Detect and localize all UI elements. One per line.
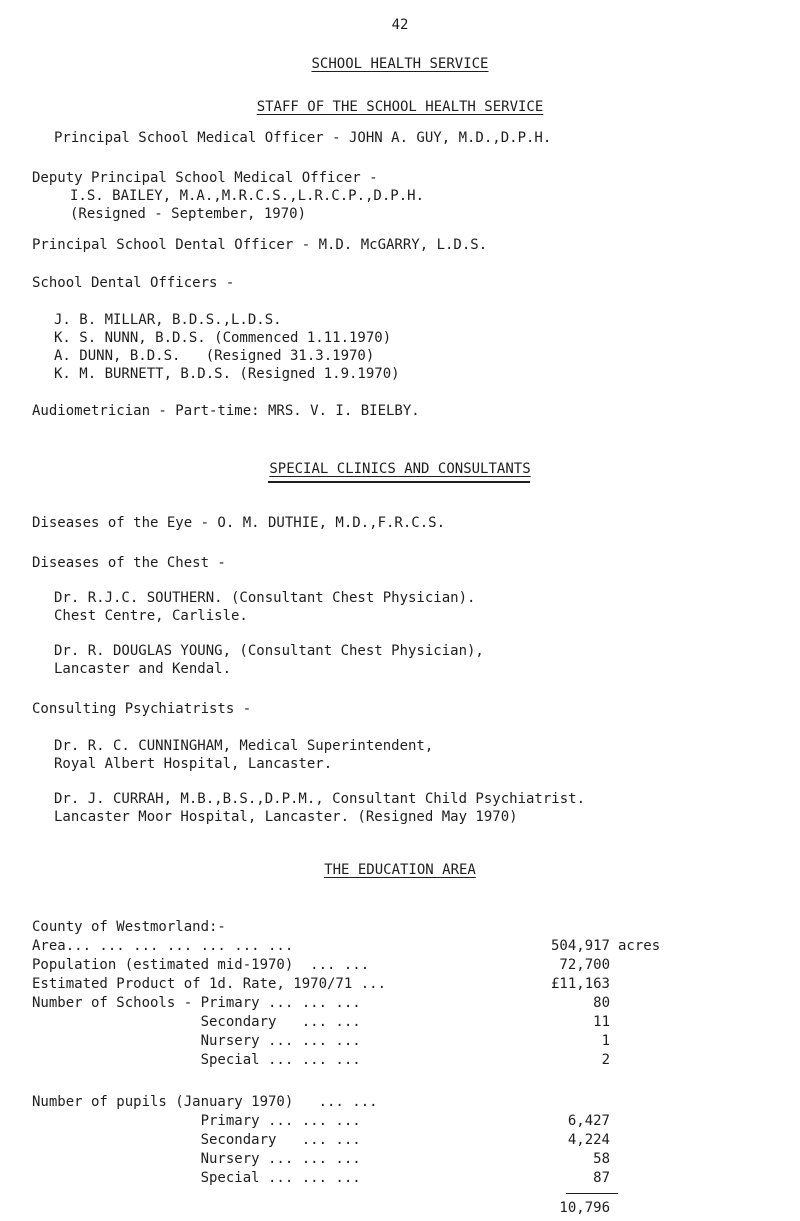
clinics-heading: SPECIAL CLINICS AND CONSULTANTS [269, 461, 531, 477]
pupils-total: 10,796 [559, 1200, 610, 1216]
clinics-heading-rule [268, 481, 530, 483]
pupils-secondary-label: Secondary ... ... [32, 1132, 361, 1148]
psychiatrist-1: Dr. R. C. CUNNINGHAM, Medical Superintendent, [54, 738, 434, 754]
schools-special-value: 2 [601, 1052, 610, 1068]
deputy-name: I.S. BAILEY, M.A.,M.R.C.S.,L.R.C.P.,D.P.H. [70, 188, 425, 204]
schools-nursery-value: 1 [601, 1033, 610, 1049]
area-row-label: Area... ... ... ... ... ... ... [32, 938, 294, 954]
dental-officer-4: K. M. BURNETT, B.D.S. (Resigned 1.9.1970) [54, 366, 400, 382]
deputy-note: (Resigned - September, 1970) [70, 206, 307, 222]
staff-heading: STAFF OF THE SCHOOL HEALTH SERVICE [256, 99, 544, 115]
pupils-nursery-label: Nursery ... ... ... [32, 1151, 361, 1167]
pupils-secondary-value: 4,224 [567, 1132, 610, 1148]
chest-label: Diseases of the Chest - [32, 555, 226, 571]
principal-medical-officer: Principal School Medical Officer - JOHN A. GUY, M.D.,D.P.H. [54, 130, 552, 146]
pupils-primary-value: 6,427 [567, 1113, 610, 1129]
page-title: SCHOOL HEALTH SERVICE [311, 56, 489, 72]
audiometrician: Audiometrician - Part-time: MRS. V. I. BIELBY. [32, 403, 420, 419]
eye-consultant: Diseases of the Eye - O. M. DUTHIE, M.D.,F.R.C.S. [32, 515, 446, 531]
dental-officers-label: School Dental Officers - [32, 275, 235, 291]
population-row-label: Population (estimated mid-1970) ... ... [32, 957, 370, 973]
rate-row-label: Estimated Product of 1d. Rate, 1970/71 ... [32, 976, 387, 992]
chest-consultant-2: Dr. R. DOUGLAS YOUNG, (Consultant Chest Physician), [54, 643, 484, 659]
psychiatrist-2: Dr. J. CURRAH, M.B.,B.S.,D.P.M., Consultant Child Psychiatrist. [54, 791, 586, 807]
area-row-unit: acres [618, 938, 661, 954]
pupils-primary-label: Primary ... ... ... [32, 1113, 361, 1129]
psychiatrist-1-location: Royal Albert Hospital, Lancaster. [54, 756, 333, 772]
pupils-special-label: Special ... ... ... [32, 1170, 361, 1186]
schools-nursery-label: Nursery ... ... ... [32, 1033, 361, 1049]
deputy-label: Deputy Principal School Medical Officer - [32, 170, 378, 186]
chest-consultant-1-location: Chest Centre, Carlisle. [54, 608, 248, 624]
total-rule [566, 1193, 618, 1194]
chest-consultant-1: Dr. R.J.C. SOUTHERN. (Consultant Chest Physician). [54, 590, 476, 606]
schools-secondary-value: 11 [593, 1014, 610, 1030]
page-number: 42 [391, 17, 409, 33]
dental-officer-3: A. DUNN, B.D.S. (Resigned 31.3.1970) [54, 348, 375, 364]
chest-consultant-2-location: Lancaster and Kendal. [54, 661, 232, 677]
rate-row-value: £11,163 [550, 976, 610, 992]
education-area-heading: THE EDUCATION AREA [324, 862, 476, 878]
schools-primary-value: 80 [593, 995, 610, 1011]
schools-secondary-label: Secondary ... ... [32, 1014, 361, 1030]
principal-dental-officer: Principal School Dental Officer - M.D. McGARRY, L.D.S. [32, 237, 488, 253]
psychiatrist-2-location: Lancaster Moor Hospital, Lancaster. (Resigned May 1970) [54, 809, 518, 825]
population-row-value: 72,700 [559, 957, 610, 973]
pupils-label: Number of pupils (January 1970) ... ... [32, 1094, 378, 1110]
area-row-value: 504,917 [550, 938, 610, 954]
psychiatrists-label: Consulting Psychiatrists - [32, 701, 252, 717]
schools-special-label: Special ... ... ... [32, 1052, 361, 1068]
pupils-nursery-value: 58 [593, 1151, 610, 1167]
dental-officer-1: J. B. MILLAR, B.D.S.,L.D.S. [54, 312, 282, 328]
county-label: County of Westmorland:- [32, 919, 226, 935]
schools-primary-label: Number of Schools - Primary ... ... ... [32, 995, 361, 1011]
pupils-special-value: 87 [593, 1170, 610, 1186]
dental-officer-2: K. S. NUNN, B.D.S. (Commenced 1.11.1970) [54, 330, 392, 346]
